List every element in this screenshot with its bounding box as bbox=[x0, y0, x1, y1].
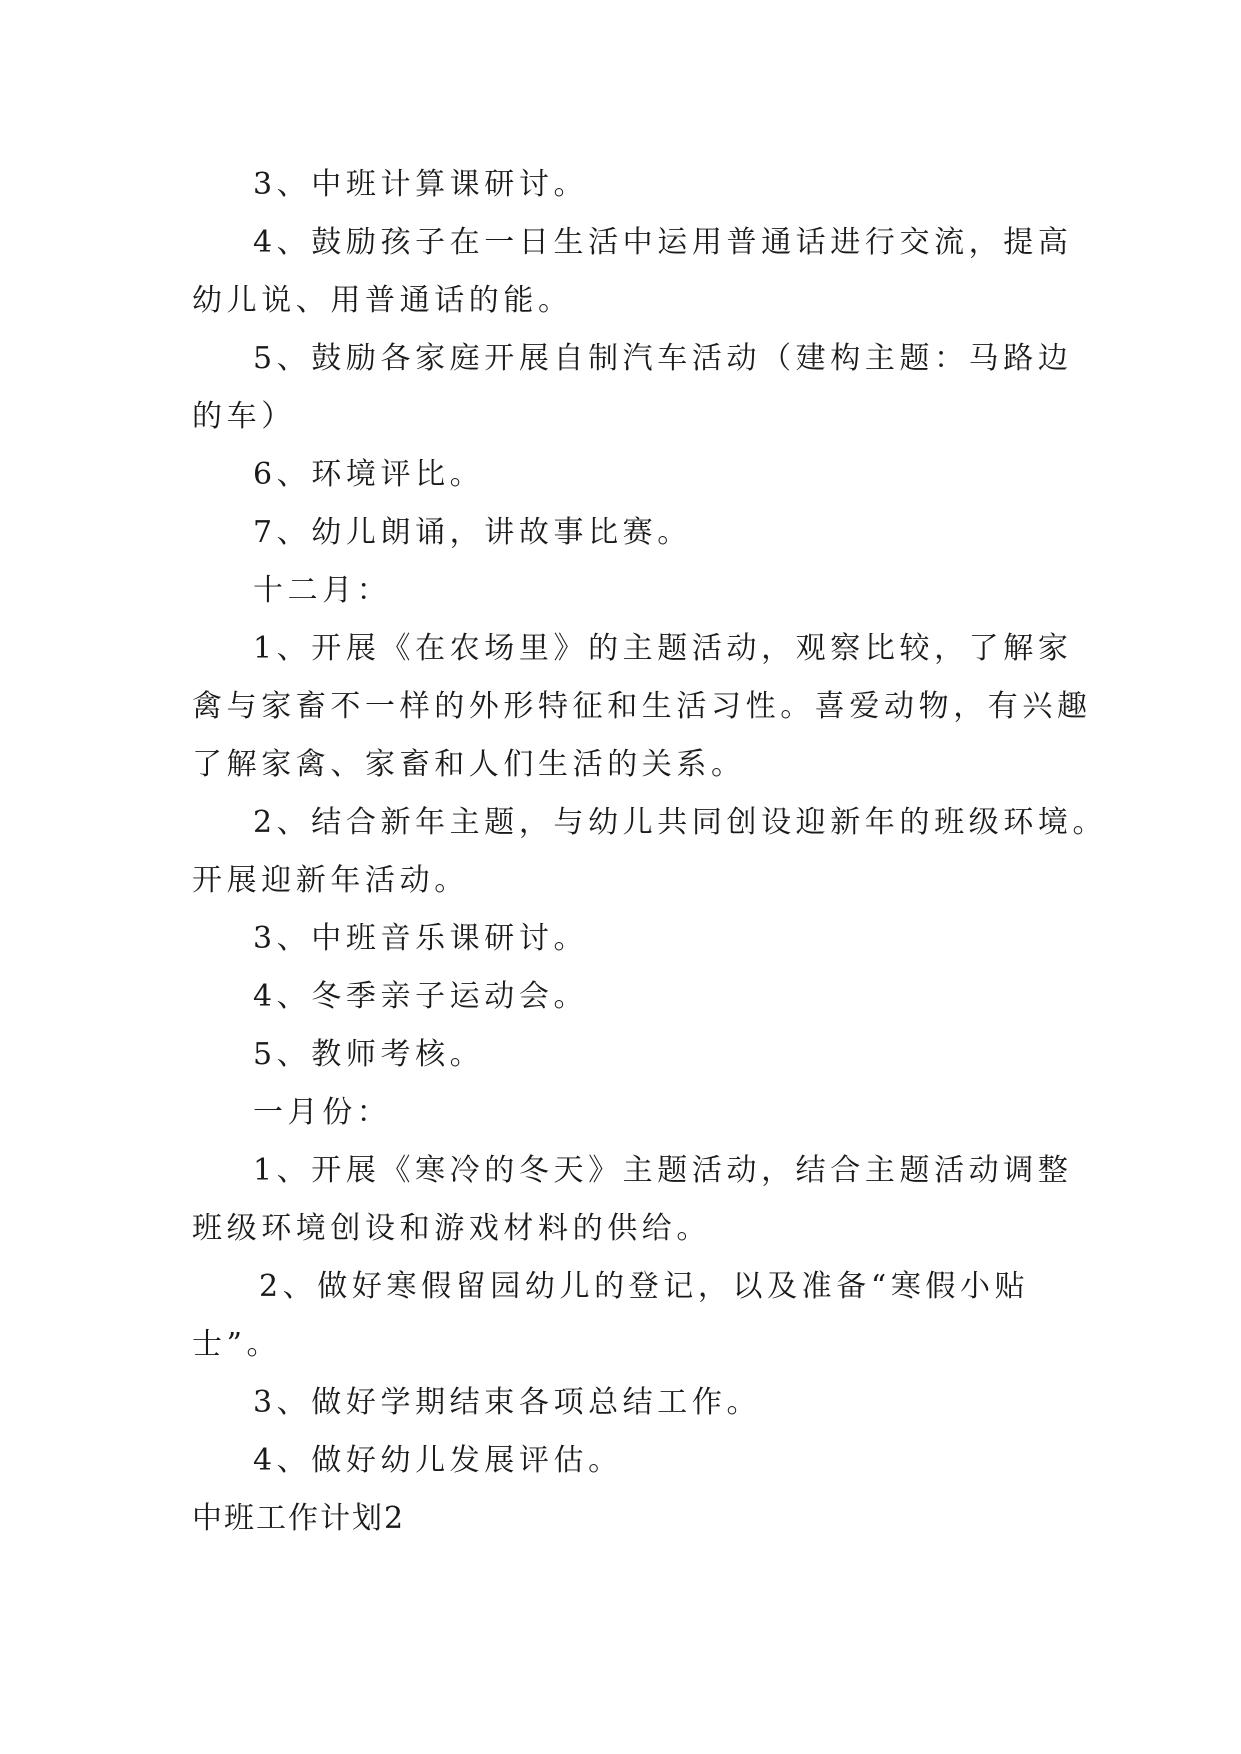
text-line: 6、环境评比。 bbox=[253, 457, 485, 492]
text-line: 3、做好学期结束各项总结工作。 bbox=[253, 1385, 762, 1420]
text-line: 士”。 bbox=[192, 1327, 282, 1362]
text-line: 的车） bbox=[192, 399, 296, 434]
text-line: 班级环境创设和游戏材料的供给。 bbox=[192, 1211, 711, 1246]
text-line: 了解家禽、家畜和人们生活的关系。 bbox=[192, 747, 746, 782]
text-line: 3、中班音乐课研讨。 bbox=[253, 921, 589, 956]
text-line: 5、教师考核。 bbox=[253, 1037, 485, 1072]
text-line: 5、鼓励各家庭开展自制汽车活动（建构主题：马路边 bbox=[253, 341, 1073, 376]
section-heading: 十二月： bbox=[253, 573, 392, 608]
document-title: 中班工作计划2 bbox=[192, 1501, 406, 1536]
section-heading: 一月份： bbox=[253, 1095, 392, 1130]
text-line: 开展迎新年活动。 bbox=[192, 863, 469, 898]
text-line: 7、幼儿朗诵，讲故事比赛。 bbox=[253, 515, 692, 550]
text-line: 4、冬季亲子运动会。 bbox=[253, 979, 589, 1014]
text-line: 2、结合新年主题，与幼儿共同创设迎新年的班级环境。 bbox=[253, 805, 1108, 840]
text-line: 4、做好幼儿发展评估。 bbox=[253, 1443, 623, 1478]
text-line: 1、开展《寒冷的冬天》主题活动，结合主题活动调整 bbox=[253, 1153, 1073, 1188]
text-line: 4、鼓励孩子在一日生活中运用普通话进行交流，提高 bbox=[253, 225, 1073, 260]
text-line: 幼儿说、用普通话的能。 bbox=[192, 283, 573, 318]
text-line: 3、中班计算课研讨。 bbox=[253, 167, 589, 202]
text-line: 禽与家畜不一样的外形特征和生活习性。喜爱动物，有兴趣 bbox=[192, 689, 1092, 724]
text-line: 1、开展《在农场里》的主题活动，观察比较，了解家 bbox=[253, 631, 1073, 666]
text-line: 2、做好寒假留园幼儿的登记，以及准备“寒假小贴 bbox=[259, 1269, 1030, 1304]
